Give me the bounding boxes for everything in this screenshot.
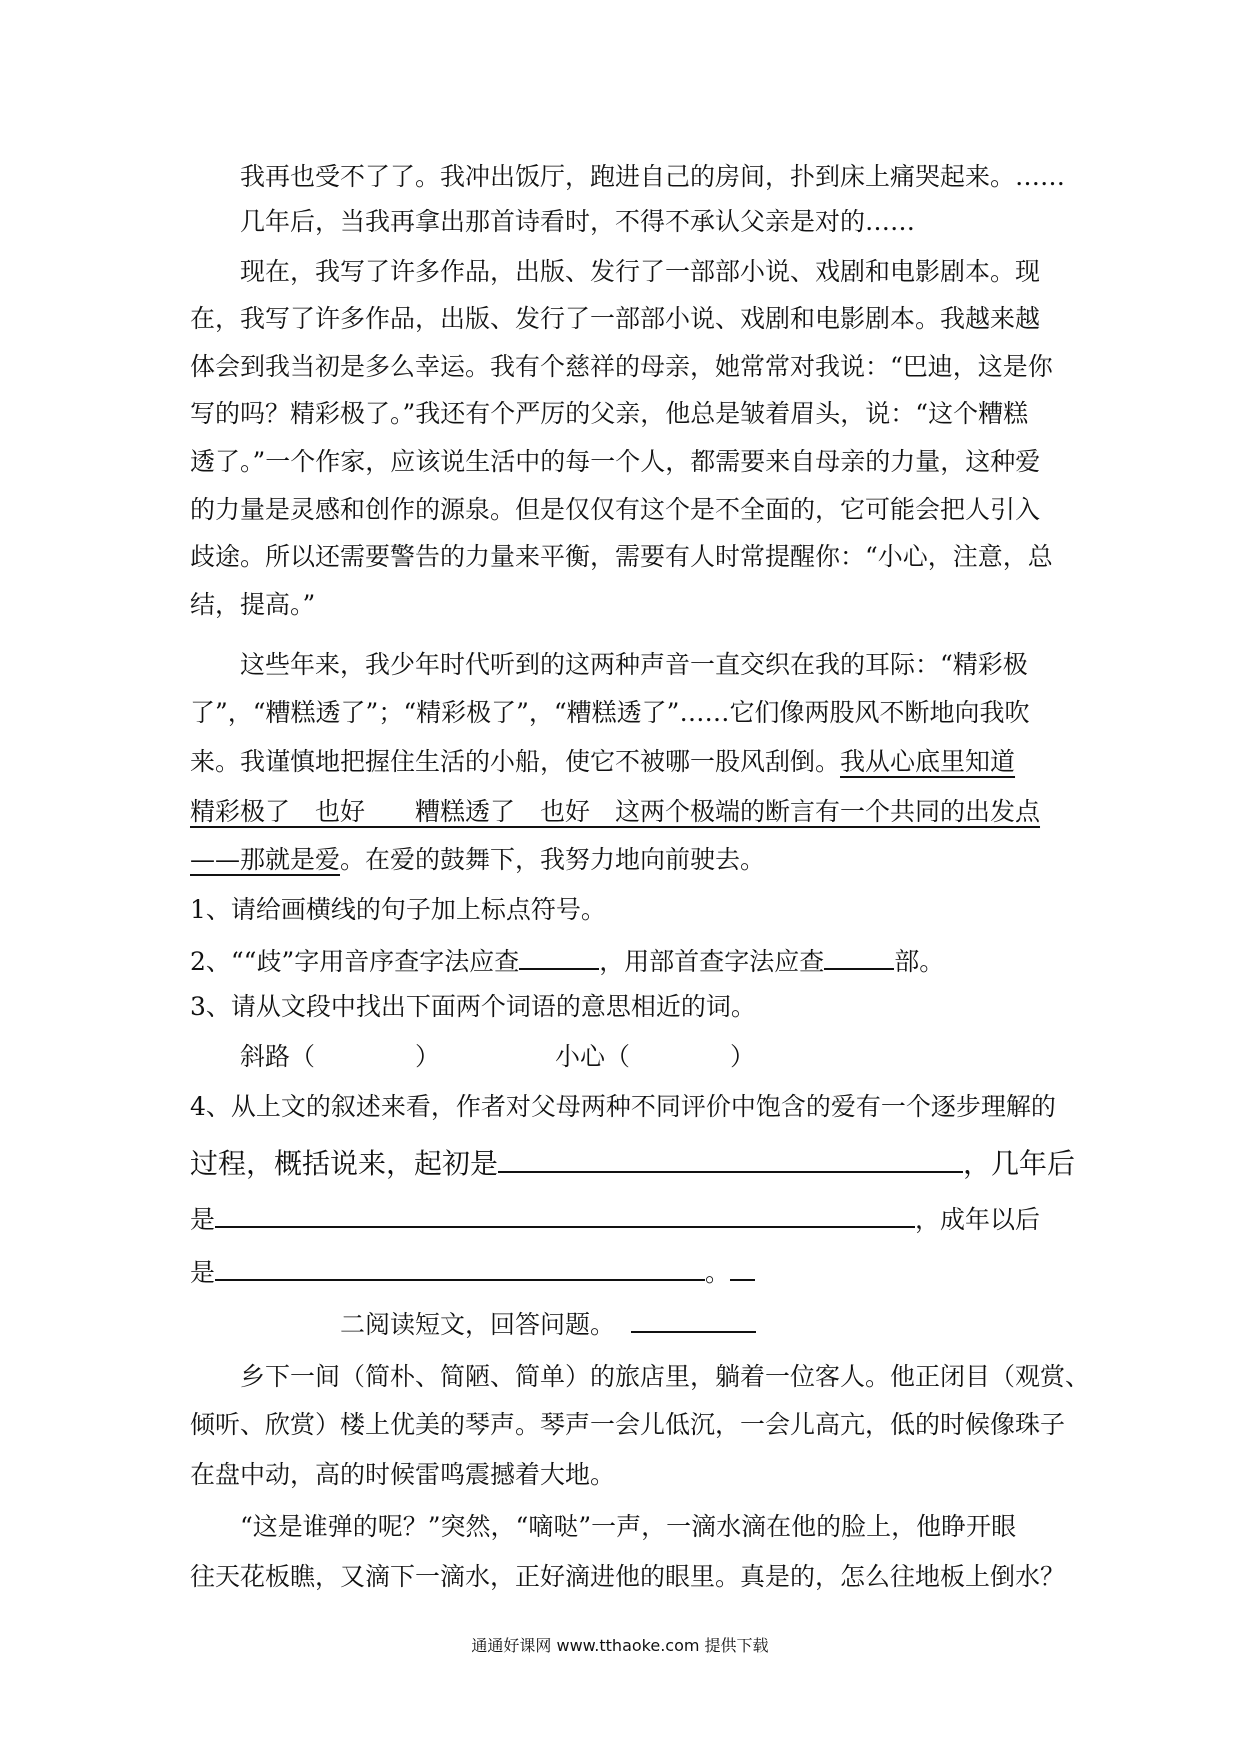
answer-blank[interactable] [498, 1145, 963, 1173]
paragraph-line: 透了。”一个作家，应该说生活中的每一个人，都需要来自母亲的力量，这种爱 [190, 447, 1041, 476]
paragraph-text: 来。我谨慎地把握住生活的小船，使它不被哪一股风刮倒。 [190, 747, 841, 776]
section-2-line: 往天花板瞧，又滴下一滴水，正好滴进他的眼里。真是的，怎么往地板上倒水？ [190, 1562, 1066, 1591]
section-heading [340, 1305, 940, 1342]
paragraph-line: 我再也受不了了。我冲出饭厅，跑进自己的房间，扑到床上痛哭起来。…… [240, 162, 1066, 191]
page-footer: 通通好课网 www.tthaoke.com 提供下载 [471, 1636, 769, 1655]
question-4-line [190, 1145, 1076, 1181]
section-2-line: 在盘中动，高的时候雷鸣震撼着大地。 [190, 1460, 616, 1489]
underlined-sentence: 精彩极了 也好 糟糕透了 也好 这两个极端的断言有一个共同的出发点 [190, 797, 1041, 826]
answer-blank[interactable] [824, 942, 894, 970]
section-2-line: “这是谁弹的呢？”突然，“嘀哒”一声，一滴水滴在他的脸上，他睁开眼 [240, 1512, 1017, 1541]
heading-blank[interactable] [631, 1305, 756, 1333]
underlined-sentence: 我从心底里知道 [840, 747, 1016, 776]
answer-blank[interactable] [215, 1200, 915, 1228]
paragraph-line: 几年后，当我再拿出那首诗看时，不得不承认父亲是对的…… [240, 207, 916, 236]
question-text: ，用部首查字法应查 [599, 947, 825, 976]
question-text: 。 [705, 1258, 731, 1287]
underlined-sentence: ——那就是爱 [190, 845, 341, 874]
question-text: 2、““歧”字用音序查字法应查 [190, 947, 520, 976]
section-heading-text: 二阅读短文，回答问题。 [340, 1310, 616, 1339]
section-2-line: 倾听、欣赏）楼上优美的琴声。琴声一会儿低沉，一会儿高亢，低的时候像珠子 [190, 1410, 1066, 1439]
paragraph-line: 结，提高。” [190, 590, 316, 619]
question-3-word-1: 斜路（ ） [240, 1042, 441, 1071]
paragraph-line: 歧途。所以还需要警告的力量来平衡，需要有人时常提醒你：“小心，注意，总 [190, 542, 1053, 571]
paragraph-line [190, 795, 1050, 829]
paragraph-line: 了”，“糟糕透了”；“精彩极了”，“糟糕透了”……它们像两股风不断地向我吹 [190, 698, 1030, 727]
question-text: ，成年以后 [915, 1205, 1041, 1234]
paragraph-line: 在，我写了许多作品，出版、发行了一部部小说、戏剧和电影剧本。我越来越 [190, 304, 1041, 333]
paragraph-text: 。在爱的鼓舞下，我努力地向前驶去。 [340, 845, 766, 874]
question-text: 部。 [894, 947, 945, 976]
question-4-line [190, 1200, 1050, 1237]
paragraph-line: 写的吗？精彩极了。”我还有个严厉的父亲，他总是皱着眉头，说：“这个糟糕 [190, 399, 1029, 428]
paragraph-line: 体会到我当初是多么幸运。我有个慈祥的母亲，她常常对我说：“巴迪，这是你 [190, 352, 1053, 381]
question-3-word-2: 小心（ ） [555, 1042, 756, 1071]
question-3: 3、请从文段中找出下面两个词语的意思相近的词。 [190, 992, 756, 1021]
answer-blank[interactable] [215, 1253, 705, 1281]
question-text: 是 [190, 1258, 216, 1287]
paragraph-line: 这些年来，我少年时代听到的这两种声音一直交织在我的耳际：“精彩极 [240, 650, 1028, 679]
question-4-line [190, 1253, 1050, 1290]
answer-blank-end [730, 1253, 755, 1281]
question-2 [190, 942, 1050, 979]
question-4: 4、从上文的叙述来看，作者对父母两种不同评价中饱含的爱有一个逐步理解的 [190, 1092, 1056, 1121]
question-text: 过程，概括说来，起初是 [190, 1147, 499, 1180]
paragraph-line: 现在，我写了许多作品，出版、发行了一部部小说、戏剧和电影剧本。现 [240, 257, 1041, 286]
question-1: 1、请给画横线的句子加上标点符号。 [190, 895, 606, 924]
question-text: 是 [190, 1205, 216, 1234]
paragraph-line [190, 843, 1050, 877]
answer-blank[interactable] [519, 942, 599, 970]
paragraph-line [190, 745, 1050, 779]
paragraph-line: 的力量是灵感和创作的源泉。但是仅仅有这个是不全面的，它可能会把人引入 [190, 495, 1041, 524]
section-2-line: 乡下一间（简朴、简陋、简单）的旅店里，躺着一位客人。他正闭目（观赏、 [240, 1362, 1091, 1391]
question-text: ，几年后 [963, 1147, 1076, 1180]
